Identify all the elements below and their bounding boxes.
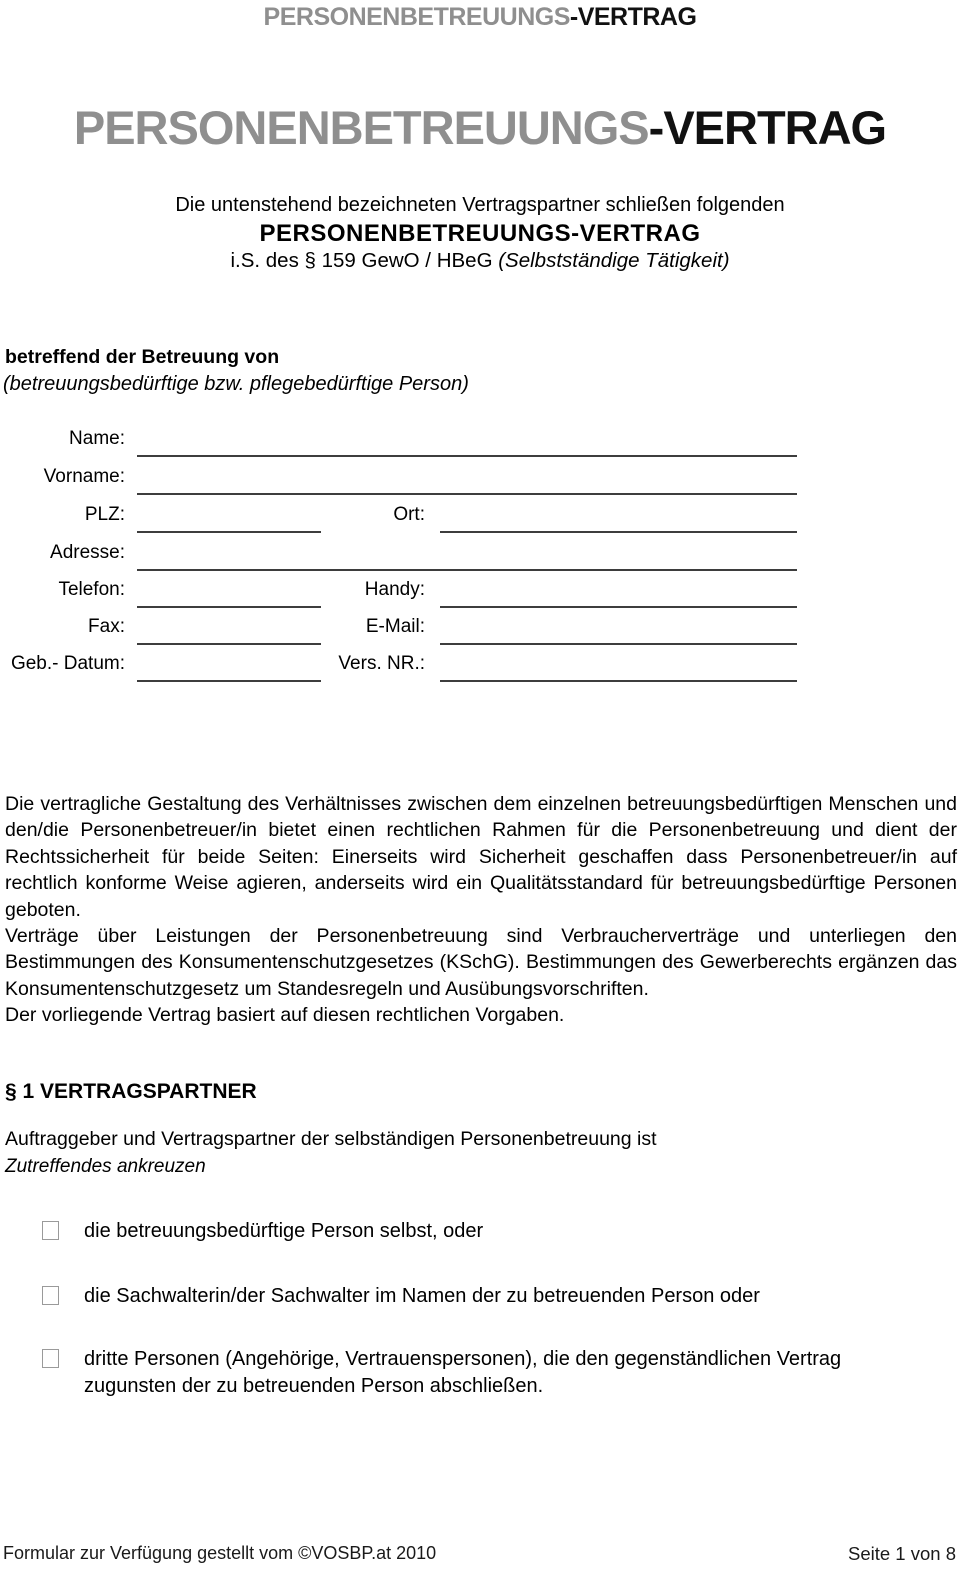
subtitle-line3-prefix: i.S. des § 159 GewO / HBeG [230,249,499,272]
plz-label: PLZ: [84,504,125,525]
name-field-line[interactable] [137,455,797,457]
email-label: E-Mail: [365,616,425,637]
vorname-field-line[interactable] [137,493,797,495]
form-row-vorname [0,466,960,500]
option-label: dritte Personen (Angehörige, Vertrauenspersonen), die den gegenständlichen Vertrag zugunsten der zu betreuenden Person abschließen. [84,1348,842,1397]
versnr-field-line[interactable] [440,680,797,682]
form-row-fax-email [0,616,960,650]
running-header-gray: PERSONENBETREUUNGS [263,3,570,31]
adresse-label: Adresse: [50,542,125,563]
form-row-gebdatum-versnr [0,653,960,687]
section-1-note: Zutreffendes ankreuzen [5,1156,206,1177]
fax-field-line[interactable] [137,643,321,645]
page-title [0,100,960,155]
option-label: die betreuungsbedürftige Person selbst, oder [84,1220,484,1242]
footer-source: Formular zur Verfügung gestellt vom ©VOSBP.at 2010 [3,1543,437,1563]
ort-field-line[interactable] [440,531,797,533]
form-row-telefon-handy [0,579,960,613]
form-row-adresse [0,542,960,576]
subtitle-line2: PERSONENBETREUUNGS-VERTRAG [259,220,701,247]
subtitle-line1: Die untenstehend bezeichneten Vertragspartner schließen folgenden [175,194,785,216]
checkbox-sachwalter[interactable] [42,1286,59,1305]
section-1-heading: § 1 VERTRAGSPARTNER [5,1080,257,1103]
form-intro-italic: (betreuungsbedürftige bzw. pflegebedürftige Person) [3,373,469,395]
body-paragraph-3: Der vorliegende Vertrag basiert auf diesen rechtlichen Vorgaben. [5,1004,565,1027]
checkbox-person-selbst[interactable] [42,1221,59,1240]
option-row-dritte-personen [42,1346,884,1400]
form-row-plz-ort [0,504,960,538]
geburtsdatum-field-line[interactable] [137,680,321,682]
page-title-gray: PERSONENBETREUUNGS [73,101,649,154]
form-intro-bold: betreffend der Betreuung von [5,346,280,368]
page-title-black: -VERTRAG [648,101,887,154]
running-header-black: -VERTRAG [569,3,697,31]
body-paragraph-2: Verträge über Leistungen der Personenbetreuung sind Verbraucherverträge und unterliegen den Bestimmungen des Konsumentenschutzgesetzes (KSchG). Bestimmungen des Gewerberechts ergänzen das Konsumentenschutzgesetz um Standesregeln und Ausübungsvorschriften. [5,925,957,1000]
section-1-intro: Auftraggeber und Vertragspartner der selbständigen Personenbetreuung ist [5,1128,657,1150]
ort-label: Ort: [393,504,425,525]
telefon-field-line[interactable] [137,606,321,608]
subtitle-line3 [0,249,960,273]
vorname-label: Vorname: [43,466,125,487]
body-text [5,791,957,1029]
email-field-line[interactable] [440,643,797,645]
footer-page-number: Seite 1 von 8 [848,1543,956,1564]
option-label: die Sachwalterin/der Sachwalter im Namen der zu betreuenden Person oder [84,1285,760,1307]
handy-label: Handy: [364,579,425,600]
running-header [0,3,960,32]
telefon-label: Telefon: [58,579,125,600]
option-row-person-selbst [42,1218,483,1245]
subtitle-line3-italic: (Selbstständige Tätigkeit) [498,249,730,272]
geburtsdatum-label: Geb.- Datum: [10,653,125,674]
fax-label: Fax: [88,616,125,637]
checkbox-dritte-personen[interactable] [42,1349,59,1368]
versnr-label: Vers. NR.: [338,653,425,674]
form-row-name [0,428,960,462]
handy-field-line[interactable] [440,606,797,608]
adresse-field-line[interactable] [137,569,797,571]
plz-field-line[interactable] [137,531,321,533]
body-paragraph-1: Die vertragliche Gestaltung des Verhältnisses zwischen dem einzelnen betreuungsbedürftigen Menschen und den/die Personenbetreuer/in bietet einen rechtlichen Rahmen für die Personenbetreuung und dient der Rechtssicherheit für beide Seiten: Einerseits wird Sicherheit geschaffen dass Personenbetreuer/in auf rechtlich konforme Weise agieren, anderseits wird ein Qualitätsstandard für betreuungsbedürftige Personen geboten. [5,793,957,921]
option-row-sachwalter [42,1283,760,1310]
name-label: Name: [69,428,125,449]
